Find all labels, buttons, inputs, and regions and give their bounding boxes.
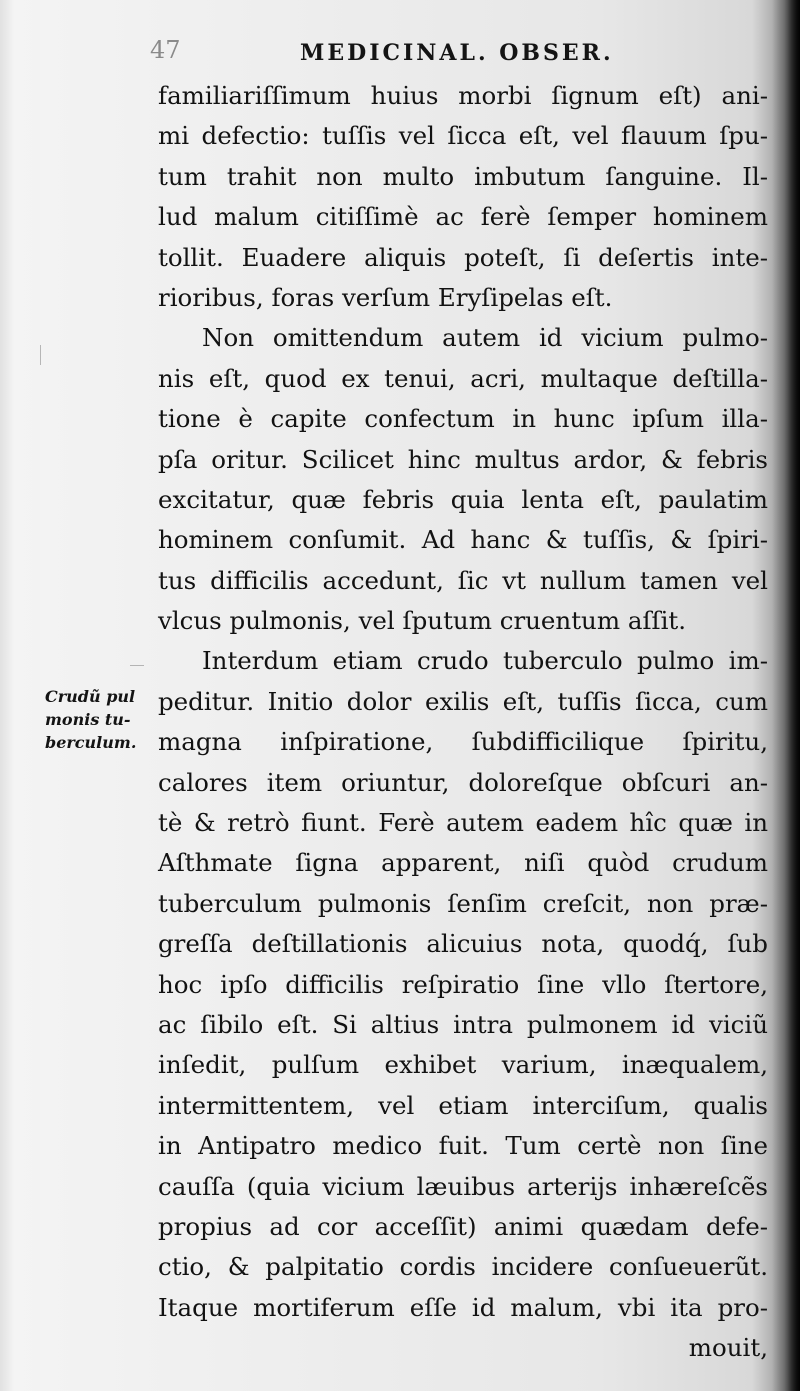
text-line: tus difficilis accedunt, ſic vt nullum tamen vel — [158, 565, 768, 595]
text-line: tè & retrò fiunt. Ferè autem eadem hîc quæ in — [158, 808, 768, 838]
margin-note — [45, 685, 153, 754]
text-line: cauſſa (quia vicium læuibus arterijs inhæreſcẽs — [158, 1171, 768, 1201]
text-line: ctio, & palpitatio cordis incidere conſueuerũt. — [158, 1252, 768, 1282]
text-line: pſa oritur. Scilicet hinc multus ardor, & febris — [158, 444, 768, 474]
text-line: greſſa deſtillationis alicuius nota, quodq́, ſub — [158, 929, 768, 959]
text-line: inſedit, pulſum exhibet varium, inæqualem, — [158, 1050, 768, 1080]
text-line: Aſthmate ſigna apparent, niſi quòd crudum — [158, 848, 768, 878]
text-line: propius ad cor acceſſit) animi quædam defe- — [158, 1211, 768, 1241]
text-line: hominem conſumit. Ad hanc & tuſſis, & ſpiri- — [158, 525, 768, 555]
text-line: nis eſt, quod ex tenui, acri, multaque deſtilla- — [158, 363, 768, 393]
running-title: MEDICINAL. OBSER. — [300, 40, 614, 66]
text-line: familiariſſimum huius morbi ſignum eſt) ani- — [158, 81, 768, 110]
text-line: tione è capite confectum in hunc ipſum illa- — [158, 404, 768, 434]
text-line: tum trahit non multo imbutum ſanguine. Il- — [158, 161, 768, 191]
text-line: in Antipatro medico fuit. Tum certè non ſine — [158, 1131, 768, 1161]
book-spine-shadow — [772, 0, 800, 1391]
catchword: mouit, — [688, 1333, 768, 1363]
text-line: hoc ipſo difficilis reſpiratio ſine vllo ſtertore, — [158, 969, 768, 999]
text-line: intermittentem, vel etiam interciſum, qualis — [158, 1090, 768, 1120]
body-text — [158, 76, 768, 1369]
bleed-through-mark — [40, 345, 41, 365]
text-line: lud malum citiſſimè ac ferè ſemper hominem — [158, 202, 768, 232]
margin-note-line: berculum. — [45, 733, 137, 752]
text-line: tollit. Euadere aliquis poteſt, ſi deſertis inte- — [158, 242, 768, 272]
text-line: peditur. Initio dolor exilis eſt, tuſſis ſicca, cum — [158, 686, 768, 716]
margin-note-line: Crudũ pul — [45, 687, 136, 706]
text-line: mi defectio: tuſſis vel ſicca eſt, vel flauum ſpu- — [158, 121, 768, 151]
bleed-through-mark — [130, 665, 144, 666]
text-line: excitatur, quæ febris quia lenta eſt, paulatim — [158, 484, 768, 514]
page-number: 47 — [150, 36, 181, 64]
text-line: calores item oriuntur, doloreſque obſcuri an- — [158, 767, 768, 797]
text-line: vlcus pulmonis, vel ſputum cruentum aſſit. — [158, 606, 687, 636]
paragraph-first-line: Interdum etiam crudo tuberculo pulmo im- — [202, 646, 768, 676]
page-left-edge-shading — [0, 0, 14, 1391]
paragraph-first-line: Non omittendum autem id vicium pulmo- — [202, 323, 768, 353]
text-line: ac ſibilo eſt. Si altius intra pulmonem id viciũ — [158, 1009, 768, 1039]
text-line: magna inſpiratione, ſubdifficilique ſpiritu, — [158, 727, 768, 757]
text-line: Itaque mortiferum eſſe id malum, vbi ita pro- — [158, 1292, 768, 1322]
margin-note-line: monis tu- — [45, 710, 131, 729]
text-line: tuberculum pulmonis ſenſim creſcit, non præ- — [158, 888, 768, 918]
text-line: rioribus, foras verſum Eryſipelas eſt. — [158, 282, 613, 312]
